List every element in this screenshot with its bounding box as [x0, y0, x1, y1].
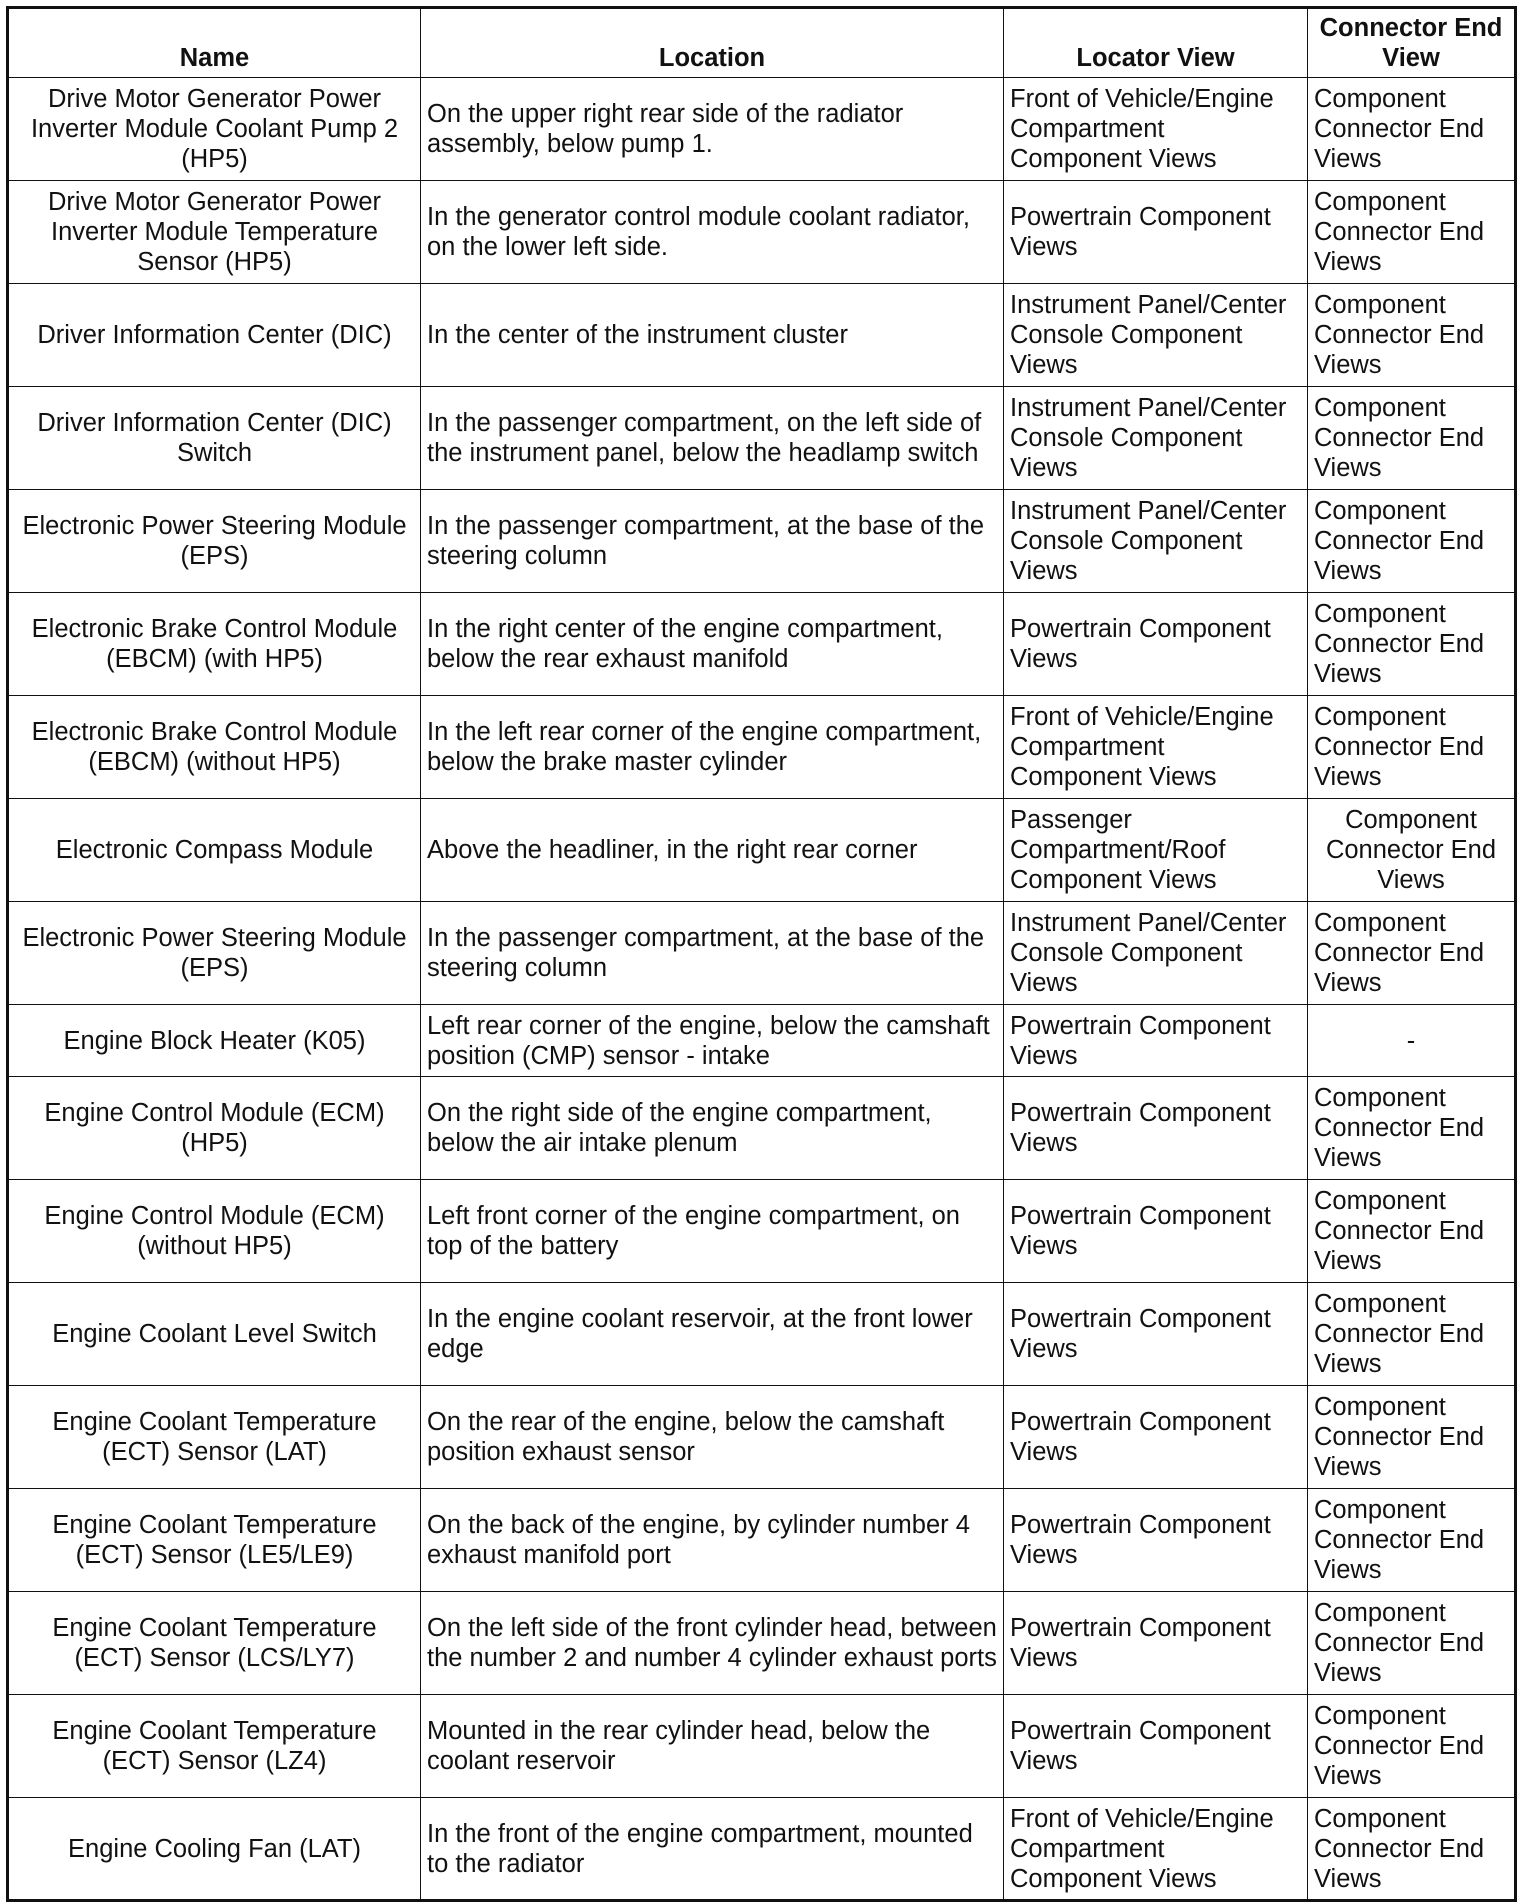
cell-name: Engine Coolant Temperature (ECT) Sensor (LZ4): [8, 1695, 421, 1798]
cell-location: In the front of the engine compartment, mounted to the radiator: [421, 1798, 1004, 1901]
cell-name: Engine Control Module (ECM) (HP5): [8, 1077, 421, 1180]
cell-locator-view: Powertrain Component Views: [1004, 1489, 1308, 1592]
cell-connector-end-view: Component Connector End Views: [1308, 1077, 1516, 1180]
table-row: [8, 387, 1516, 490]
cell-location: Mounted in the rear cylinder head, below the coolant reservoir: [421, 1695, 1004, 1798]
cell-locator-view: Powertrain Component Views: [1004, 1592, 1308, 1695]
cell-name: Engine Coolant Temperature (ECT) Sensor (LAT): [8, 1386, 421, 1489]
cell-locator-view: Powertrain Component Views: [1004, 181, 1308, 284]
cell-location: On the upper right rear side of the radiator assembly, below pump 1.: [421, 78, 1004, 181]
cell-location: In the generator control module coolant radiator, on the lower left side.: [421, 181, 1004, 284]
header-name: Name: [8, 8, 421, 78]
cell-connector-end-view: Component Connector End Views: [1308, 696, 1516, 799]
table-row: [8, 181, 1516, 284]
cell-locator-view: Instrument Panel/Center Console Component Views: [1004, 387, 1308, 490]
table-row: [8, 1798, 1516, 1901]
cell-locator-view: Powertrain Component Views: [1004, 593, 1308, 696]
table-row: [8, 902, 1516, 1005]
cell-locator-view: Passenger Compartment/Roof Component Views: [1004, 799, 1308, 902]
cell-connector-end-view: Component Connector End Views: [1308, 902, 1516, 1005]
cell-location: In the passenger compartment, at the base of the steering column: [421, 490, 1004, 593]
header-locator-view: Locator View: [1004, 8, 1308, 78]
cell-name: Electronic Power Steering Module (EPS): [8, 490, 421, 593]
cell-location: Above the headliner, in the right rear corner: [421, 799, 1004, 902]
cell-location: Left rear corner of the engine, below the camshaft position (CMP) sensor - intake: [421, 1005, 1004, 1077]
table-row: [8, 284, 1516, 387]
table-row: [8, 1695, 1516, 1798]
table-row: [8, 696, 1516, 799]
cell-name: Engine Coolant Temperature (ECT) Sensor (LCS/LY7): [8, 1592, 421, 1695]
cell-name: Electronic Power Steering Module (EPS): [8, 902, 421, 1005]
cell-connector-end-view: Component Connector End Views: [1308, 284, 1516, 387]
cell-name: Electronic Brake Control Module (EBCM) (without HP5): [8, 696, 421, 799]
component-locator-document: [6, 6, 1514, 1902]
cell-name: Engine Block Heater (K05): [8, 1005, 421, 1077]
cell-locator-view: Powertrain Component Views: [1004, 1695, 1308, 1798]
header-row: [8, 8, 1516, 78]
cell-locator-view: Powertrain Component Views: [1004, 1077, 1308, 1180]
table-row: [8, 1592, 1516, 1695]
cell-locator-view: Powertrain Component Views: [1004, 1386, 1308, 1489]
cell-locator-view: Instrument Panel/Center Console Component Views: [1004, 902, 1308, 1005]
cell-connector-end-view: Component Connector End Views: [1308, 181, 1516, 284]
cell-connector-end-view: Component Connector End Views: [1308, 1695, 1516, 1798]
cell-location: Left front corner of the engine compartment, on top of the battery: [421, 1180, 1004, 1283]
cell-locator-view: Instrument Panel/Center Console Component Views: [1004, 284, 1308, 387]
cell-connector-end-view: Component Connector End Views: [1308, 78, 1516, 181]
cell-locator-view: Powertrain Component Views: [1004, 1180, 1308, 1283]
cell-connector-end-view: Component Connector End Views: [1308, 1283, 1516, 1386]
table-row: [8, 490, 1516, 593]
cell-connector-end-view: Component Connector End Views: [1308, 593, 1516, 696]
cell-locator-view: Front of Vehicle/Engine Compartment Component Views: [1004, 1798, 1308, 1901]
table-row: [8, 1005, 1516, 1077]
cell-location: In the right center of the engine compartment, below the rear exhaust manifold: [421, 593, 1004, 696]
table-row: [8, 799, 1516, 902]
cell-name: Engine Coolant Level Switch: [8, 1283, 421, 1386]
cell-locator-view: Front of Vehicle/Engine Compartment Component Views: [1004, 696, 1308, 799]
cell-location: In the passenger compartment, on the left side of the instrument panel, below the headlamp switch: [421, 387, 1004, 490]
cell-connector-end-view: Component Connector End Views: [1308, 1798, 1516, 1901]
table-row: [8, 1180, 1516, 1283]
cell-location: On the rear of the engine, below the camshaft position exhaust sensor: [421, 1386, 1004, 1489]
header-connector-end-view: Connector End View: [1308, 8, 1516, 78]
cell-name: Electronic Compass Module: [8, 799, 421, 902]
cell-connector-end-view: Component Connector End Views: [1308, 799, 1516, 902]
cell-locator-view: Powertrain Component Views: [1004, 1005, 1308, 1077]
cell-location: In the left rear corner of the engine compartment, below the brake master cylinder: [421, 696, 1004, 799]
cell-name: Driver Information Center (DIC) Switch: [8, 387, 421, 490]
cell-name: Drive Motor Generator Power Inverter Module Coolant Pump 2 (HP5): [8, 78, 421, 181]
cell-locator-view: Front of Vehicle/Engine Compartment Component Views: [1004, 78, 1308, 181]
cell-connector-end-view: Component Connector End Views: [1308, 1592, 1516, 1695]
cell-location: On the back of the engine, by cylinder number 4 exhaust manifold port: [421, 1489, 1004, 1592]
cell-location: In the passenger compartment, at the base of the steering column: [421, 902, 1004, 1005]
cell-location: On the left side of the front cylinder head, between the number 2 and number 4 cylinder exhaust ports: [421, 1592, 1004, 1695]
cell-connector-end-view: Component Connector End Views: [1308, 1489, 1516, 1592]
table-row: [8, 78, 1516, 181]
cell-location: In the center of the instrument cluster: [421, 284, 1004, 387]
cell-name: Drive Motor Generator Power Inverter Module Temperature Sensor (HP5): [8, 181, 421, 284]
cell-name: Engine Control Module (ECM) (without HP5): [8, 1180, 421, 1283]
table-row: [8, 593, 1516, 696]
cell-connector-end-view: Component Connector End Views: [1308, 490, 1516, 593]
table-row: [8, 1077, 1516, 1180]
table-row: [8, 1386, 1516, 1489]
cell-location: In the engine coolant reservoir, at the front lower edge: [421, 1283, 1004, 1386]
cell-name: Electronic Brake Control Module (EBCM) (with HP5): [8, 593, 421, 696]
cell-name: Engine Coolant Temperature (ECT) Sensor (LE5/LE9): [8, 1489, 421, 1592]
component-locator-table: [6, 6, 1517, 1902]
cell-connector-end-view: Component Connector End Views: [1308, 1180, 1516, 1283]
cell-locator-view: Instrument Panel/Center Console Component Views: [1004, 490, 1308, 593]
cell-name: Driver Information Center (DIC): [8, 284, 421, 387]
cell-connector-end-view: Component Connector End Views: [1308, 387, 1516, 490]
cell-name: Engine Cooling Fan (LAT): [8, 1798, 421, 1901]
cell-connector-end-view: -: [1308, 1005, 1516, 1077]
cell-connector-end-view: Component Connector End Views: [1308, 1386, 1516, 1489]
cell-locator-view: Powertrain Component Views: [1004, 1283, 1308, 1386]
cell-location: On the right side of the engine compartment, below the air intake plenum: [421, 1077, 1004, 1180]
header-location: Location: [421, 8, 1004, 78]
table-row: [8, 1283, 1516, 1386]
table-row: [8, 1489, 1516, 1592]
